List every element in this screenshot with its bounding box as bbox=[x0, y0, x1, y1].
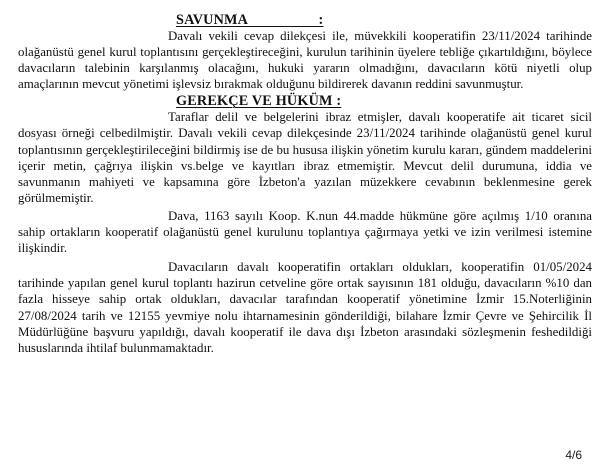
savunma-heading: SAVUNMA : bbox=[176, 12, 324, 28]
gerekce-heading: GEREKÇE VE HÜKÜM : bbox=[176, 93, 342, 110]
gerekce-paragraph-3: Davacıların davalı kooperatifin ortakları oldukları, kooperatifin 01/05/2024 tarihinde yapılan genel kurul toplantı hazirun cetveline göre ortak sayısının 181 olduğu, davacıların %10 dan fazla hisseye sahip ortak oldukları, davacılar tarafından kooperatif yönetimine İzmir 15.Noterliğinin 27/08/2024 tarih ve 12155 yevmiye nolu ihtarnamesinin gönderildiği, bilahare İzmir Çevre ve Şehircilik İl Müdürlüğüne başvuru yapıldığı, davalı kooperatif ile dava dışı İzbeton arasındaki sözleşmenin feshedildiği hususlarında ihtilaf bulunmamaktadır. bbox=[18, 260, 592, 355]
gerekce-paragraph-2: Dava, 1163 sayılı Koop. K.nun 44.madde hükmüne göre açılmış 1/10 oranına sahip ortakların kooperatif olağanüstü genel kurulunu toplantıya çağırmaya yetki ve izin verilmesi istemine ilişkindir. bbox=[18, 208, 592, 256]
page-number: 4/6 bbox=[565, 448, 582, 462]
gerekce-paragraph-1: Taraflar delil ve belgelerini ibraz etmişler, davalı kooperatife ait ticaret sicil dosyası örneği celbedilmiştir. Davalı vekili cevap dilekçesinde 23/11/2024 tarihinde olağanüstü genel kurul toplantısının gerçekleştirileceğini bildirmiş ise de bu hususa ilişkin yönetim kurulu kararı, gündem maddelerini içerir metin, çağrıya ilişkin vs.belge ve kayıtları ibraz etmemiştir. Mevcut delil durumuna, iddia ve savunmanın mahiyeti ve kapsamına göre İzbeton'a yazılan müzekkere cevabının beklenmesine gerek görülmemiştir. bbox=[18, 110, 592, 205]
savunma-paragraph: Davalı vekili cevap dilekçesi ile, müvekkili kooperatifin 23/11/2024 tarihinde olağanüstü genel kurul toplantısını gerçekleştireceğini, kurulun tarihinin üyelere tebliğe çıkartıldığını, böylece davacıların talebinin karşılanmış olacağını, hukuki yararın olmadığını, davacıların kötü niyetli olup amaçlarının mevcut yönetimi işlevsiz bırakmak olduğunu bildirerek davanın reddini savunmuştur. bbox=[18, 29, 592, 92]
